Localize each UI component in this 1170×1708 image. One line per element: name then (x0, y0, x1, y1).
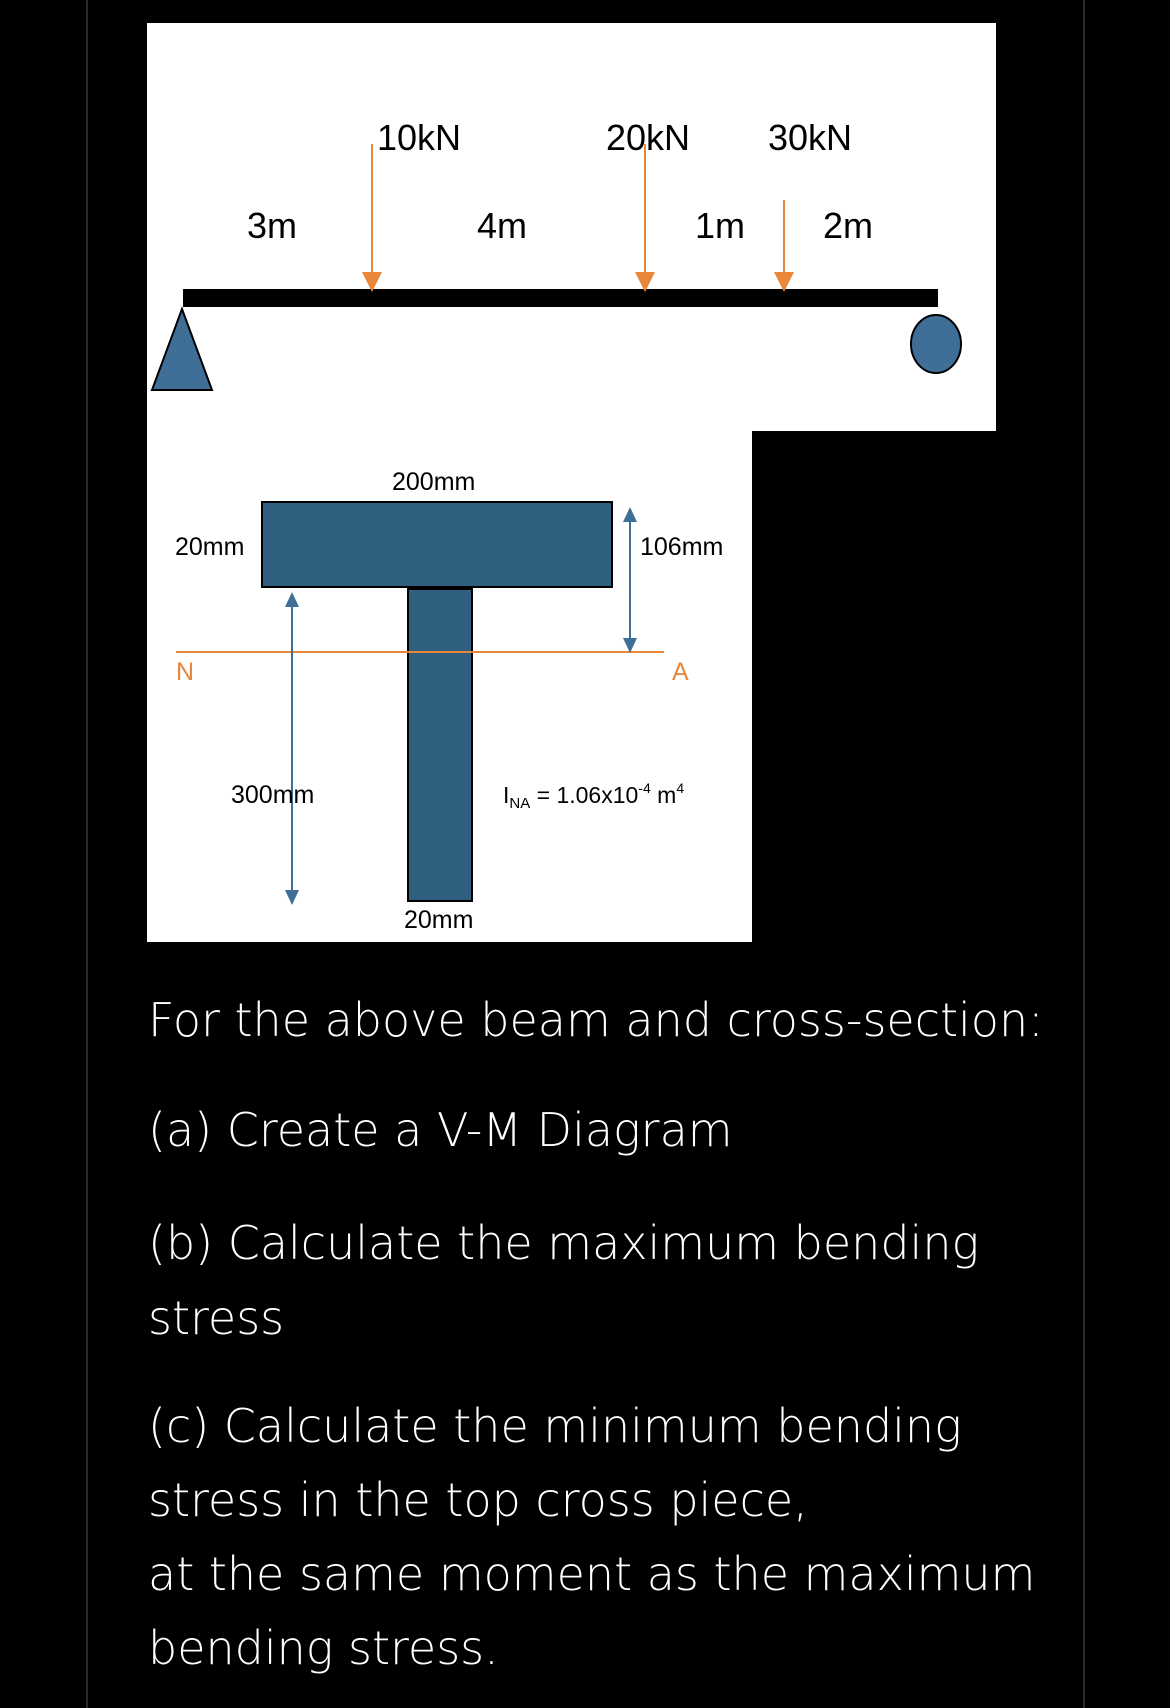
span-label-1m: 1m (695, 205, 746, 246)
roller-support (911, 315, 961, 373)
label-20mm-flange: 20mm (175, 533, 245, 561)
label-20mm-web: 20mm (404, 906, 474, 934)
question-c-line3: at the same moment as the maximum (148, 1547, 1036, 1601)
span-label-2m: 2m (823, 205, 874, 246)
section-flange (262, 502, 612, 587)
load-label-10kn: 10kN (377, 117, 462, 158)
label-a: A (672, 658, 689, 686)
beam (183, 289, 938, 307)
label-n: N (176, 658, 195, 686)
load-label-20kn: 20kN (606, 117, 691, 158)
question-b-line2: stress (148, 1291, 285, 1345)
question-b-line1: (b) Calculate the maximum bending (148, 1216, 980, 1270)
span-label-4m: 4m (477, 205, 528, 246)
label-inertia: $I_{NA} = 1.06x10^{-4}$ $m^4$ (503, 780, 685, 812)
load-label-30kn: 30kN (768, 117, 853, 158)
question-c-line4: bending stress. (148, 1621, 499, 1675)
label-300mm: 300mm (231, 781, 315, 809)
question-c-line1: (c) Calculate the minimum bending (148, 1399, 962, 1453)
section-web (408, 589, 472, 901)
label-106mm: 106mm (640, 533, 724, 561)
span-label-3m: 3m (247, 205, 298, 246)
question-intro: For the above beam and cross-section: (148, 993, 1044, 1047)
question-c-line2: stress in the top cross piece, (148, 1473, 808, 1527)
label-200mm: 200mm (392, 468, 476, 496)
question-a: (a) Create a V-M Diagram (148, 1103, 733, 1157)
